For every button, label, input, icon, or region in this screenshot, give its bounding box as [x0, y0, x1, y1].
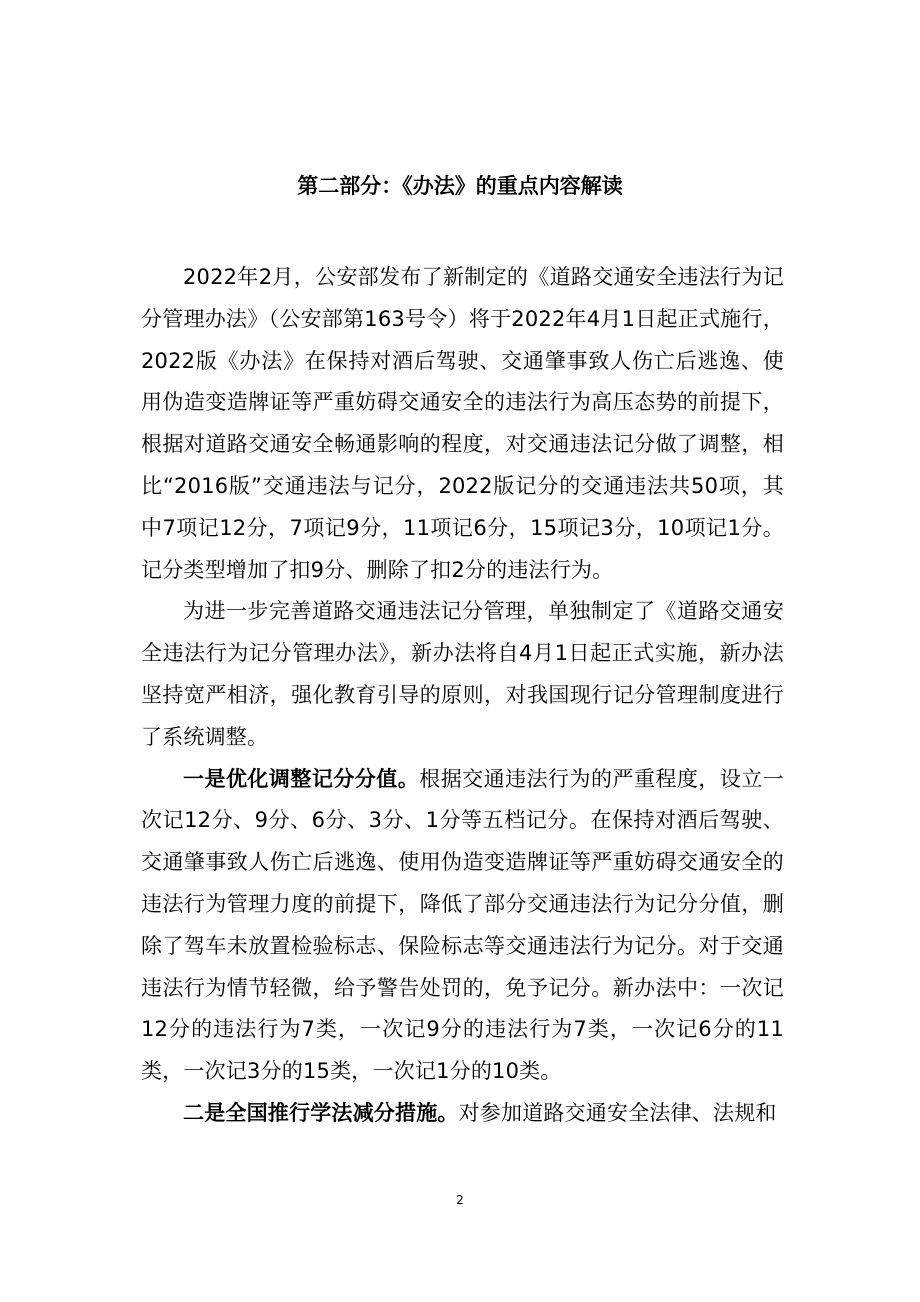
paragraph-4 [141, 1093, 784, 1135]
paragraph-3-text: 根据交通违法行为的严重程度，设立一次记12分、9分、6分、3分、1分等五档记分。在保持对酒后驾驶、交通肇事致人伤亡后逃逸、使用伪造变造牌证等严重妨碍交通安全的违法行为管理力度的前提下，降低了部分交通违法行为记分分值，删除了驾车未放置检验标志、保险标志等交通违法行为记分。对于交通违法行为情节轻微，给予警告处罚的，免予记分。新办法中：一次记12分的违法行为7类，一次记9分的违法行为7类，一次记6分的11类，一次记3分的15类，一次记1分的10类。 [141, 766, 784, 1084]
page-number: 2 [456, 1193, 464, 1207]
paragraph-3-lead: 一是优化调整记分分值。 [183, 766, 420, 791]
paragraph-4-lead: 二是全国推行学法减分措施。 [183, 1100, 459, 1125]
paragraph-4-text: 对参加道路交通安全法律、法规和 [458, 1100, 777, 1125]
paragraph-1-text: 2022年2月，公安部发布了新制定的《道路交通安全违法行为记分管理办法》（公安部第163号令）将于2022年4月1日起正式施行，2022版《办法》在保持对酒后驾驶、交通肇事致人伤亡后逃逸、使用伪造变造牌证等严重妨碍交通安全的违法行为高压态势的前提下，根据对道路交通安全畅通影响的程度，对交通违法记分做了调整，相比“2016版”交通违法与记分，2022版记分的交通违法共50项，其中7项记12分，7项记9分，11项记6分，15项记3分，10项记1分。记分类型增加了扣9分、删除了扣2分的违法行为。 [141, 265, 784, 582]
paragraph-2 [141, 591, 784, 758]
document-body [141, 257, 784, 1135]
paragraph-1 [141, 257, 784, 591]
paragraph-3 [141, 759, 784, 1093]
paragraph-2-text: 为进一步完善道路交通违法记分管理，单独制定了《道路交通安全违法行为记分管理办法》，新办法将自4月1日起正式实施，新办法坚持宽严相济，强化教育引导的原则，对我国现行记分管理制度进行了系统调整。 [141, 599, 784, 749]
section-title: 第二部分：《办法》的重点内容解读 [297, 174, 623, 198]
